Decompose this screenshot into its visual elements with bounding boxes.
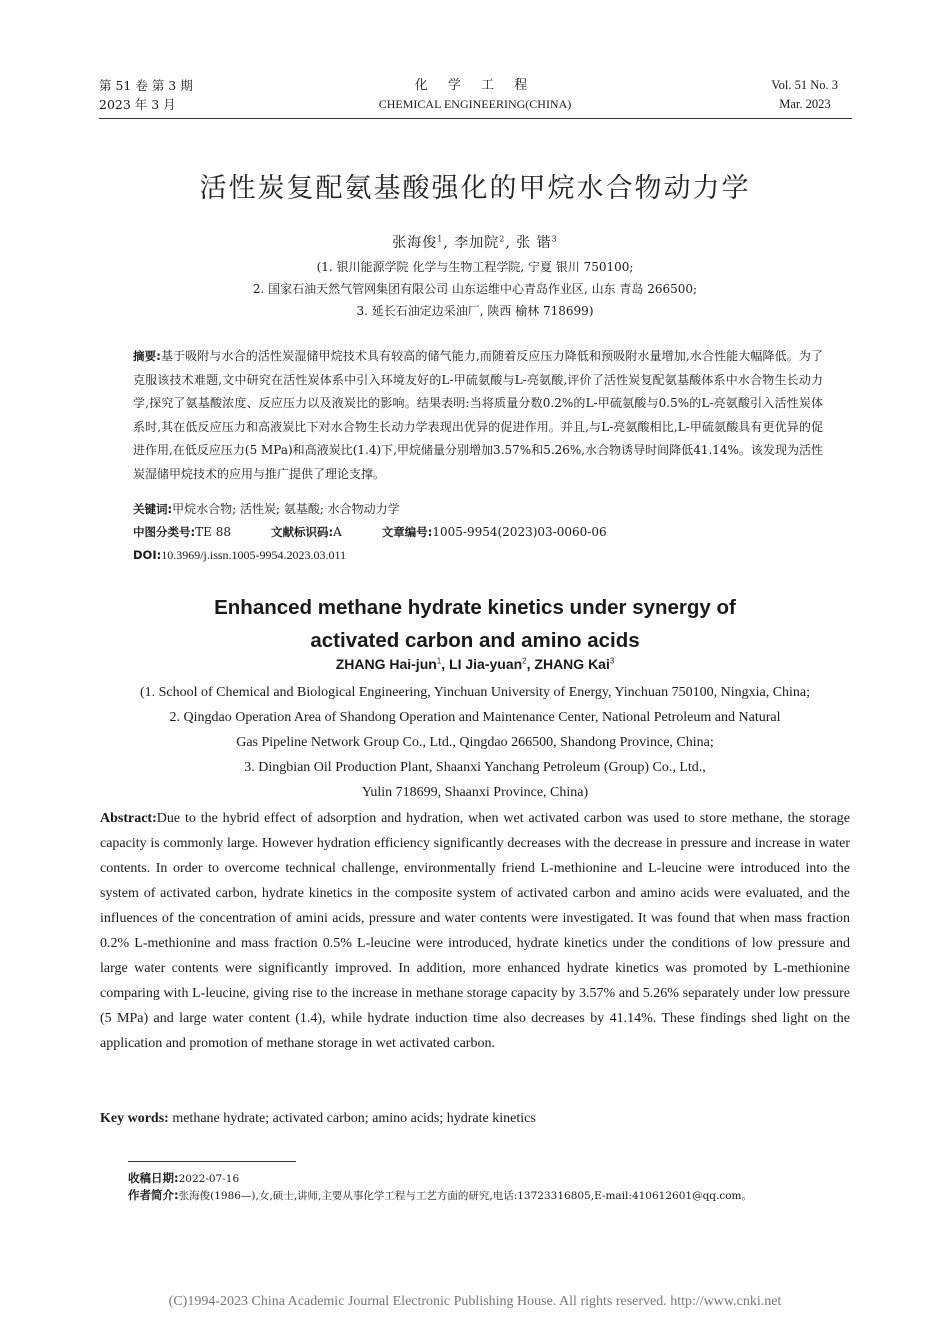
journal-title-cn: 化 学 工 程: [414, 78, 536, 93]
paper-title-en: [0, 591, 950, 657]
authors-en: ZHANG Hai-jun$^1$, LI Jia-yuan$^2$, ZHANG Kai$^3$: [335, 656, 615, 672]
author-name: 张 锴: [516, 235, 552, 251]
author-name: 张海俊: [392, 235, 438, 251]
volume-en: Vol. 51 No. 3: [771, 78, 838, 92]
footnote-divider: [128, 1161, 296, 1162]
affiliation-line: Yulin 718699, Shaanxi Province, China): [361, 785, 589, 800]
abstract-en: [100, 806, 850, 1056]
affiliation-line: (1. School of Chemical and Biological Engineering, Yinchuan University of Energy, Yinchuan 750100, Ningxia, China;: [139, 685, 811, 700]
date-en: Mar. 2023: [779, 97, 831, 111]
volume-cn: 第 51 卷 第 3 期: [99, 78, 193, 93]
keywords-cn-label: 关键词:: [133, 502, 173, 516]
date-cn: 2023 年 3 月: [99, 97, 176, 112]
author-sup: 3: [551, 234, 558, 244]
footnote-received: [128, 1170, 239, 1188]
doc-code-value: A: [333, 525, 342, 539]
author-bio-value: 张海俊(1986—),女,硕士,讲师,主要从事化学工程与工艺方面的研究,电话:13723316805,E-mail:410612601@qq.com。: [178, 1190, 753, 1202]
abstract-cn: [133, 345, 823, 486]
keywords-cn-text: 甲烷水合物; 活性炭; 氨基酸; 水合物动力学: [172, 502, 400, 516]
header-divider: [99, 118, 852, 119]
keywords-en: [100, 1106, 850, 1131]
affiliation-line: Gas Pipeline Network Group Co., Ltd., Qingdao 266500, Shandong Province, China;: [236, 735, 714, 750]
article-no-value: 1005-9954(2023)03-0060-06: [432, 525, 607, 539]
keywords-cn: [133, 498, 823, 522]
affiliations-en: [0, 680, 950, 805]
article-no-label: 文章编号:: [381, 525, 433, 539]
author-sup: 1: [436, 656, 442, 666]
author-name: 李加院: [454, 235, 500, 251]
abstract-en-text: Due to the hybrid effect of adsorption and hydration, when wet activated carbon was used to store methane, the storage capacity is commonly large. However hydration efficiency significantly decreases with the decrease in pressure and increase in water contents. In order to overcome technical challenge, environmentally friend L-methionine and L-leucine were introduced into the system of activated carbon, hydrate kinetics in the composite system of activated carbon and amino acids were evaluated, and the influences of the concentration of amini acids, pressure and water contents were investigated. It was found that when mass fraction 0.2% L-methionine and mass fraction 0.5% L-leucine were introduced, hydrate kinetics under the conditions of low pressure and large water contents were significantly improved. In addition, more enhanced hydrate kinetics was promoted by L-methionine comparing with L-leucine, giving rise to the increase in methane storage capacity by 3.57% and 5.26% separately under low pressure (5 MPa) and large water content (1.4), while hydrate induction time also decreases by 41.14%. These findings shed light on the application and promotion of methane storage in wet activated carbon.: [100, 811, 850, 1051]
affiliation-line: 2. Qingdao Operation Area of Shandong Operation and Maintenance Center, National Petroleum and Natural: [169, 710, 781, 725]
received-label: 收稿日期:: [128, 1171, 179, 1185]
affiliation-line: 3. Dingbian Oil Production Plant, Shaanxi Yanchang Petroleum (Group) Co., Ltd.,: [244, 760, 706, 775]
header-right: [771, 76, 838, 114]
author-sup: 2: [499, 234, 506, 244]
clc-value: TE 88: [195, 525, 231, 539]
doi-label: DOI:: [133, 548, 162, 562]
journal-title-en: CHEMICAL ENGINEERING(CHINA): [378, 97, 572, 111]
affiliation-line: (1. 银川能源学院 化学与生物工程学院, 宁夏 银川 750100;: [316, 260, 634, 274]
author-name: LI Jia-yuan: [449, 656, 523, 672]
author-sup: 1: [437, 234, 444, 244]
copyright-notice: (C)1994-2023 China Academic Journal Electronic Publishing House. All rights reserved. http://www.cnki.net: [168, 1294, 782, 1309]
doi-value[interactable]: 10.3969/j.issn.1005-9954.2023.03.011: [161, 548, 347, 562]
abstract-en-label: Abstract:: [100, 811, 157, 826]
doc-code-label: 文献标识码:: [270, 525, 334, 539]
authors-cn: 张海俊$^1$, 李加院$^2$, 张 锴$^3$: [392, 234, 558, 251]
footnote-author: [128, 1187, 752, 1205]
keywords-en-text: methane hydrate; activated carbon; amino acids; hydrate kinetics: [172, 1111, 536, 1126]
paper-title-cn: 活性炭复配氨基酸强化的甲烷水合物动力学: [199, 173, 751, 204]
affiliations-cn: [0, 256, 950, 322]
clc-label: 中图分类号:: [133, 525, 196, 539]
abstract-cn-text: 基于吸附与水合的活性炭湿储甲烷技术具有较高的储气能力,而随着反应压力降低和预吸附水量增加,水合性能大幅降低。为了克服该技术难题,文中研究在活性炭体系中引入环境友好的L-甲硫氨酸与L-亮氨酸,评价了活性炭复配氨基酸体系中水合物生长动力学,探究了氨基酸浓度、反应压力以及液炭比的影响。结果表明:当将质量分数0.2%的L-甲硫氨酸与0.5%的L-亮氨酸引入活性炭体系时,其在低反应压力和高液炭比下对水合物生长动力学表现出优异的促进作用。并且,与L-亮氨酸相比,L-甲硫氨酸具有更优异的促进作用,在低反应压力(5 MPa)和高液炭比(1.4)下,甲烷储量分别增加3.57%和5.26%,水合物诱导时间降低41.14%。该发现为活性炭湿储甲烷技术的应用与推广提供了理论支撑。: [133, 349, 823, 481]
author-sup: 2: [522, 656, 527, 666]
title-en-line: Enhanced methane hydrate kinetics under synergy of: [214, 596, 736, 619]
title-en-line: activated carbon and amino acids: [310, 629, 640, 652]
doi-line: [133, 544, 823, 568]
author-sup: 3: [609, 656, 615, 666]
author-name: ZHANG Kai: [534, 656, 610, 672]
abstract-cn-label: 摘要:: [133, 349, 161, 363]
affiliation-line: 2. 国家石油天然气管网集团有限公司 山东运维中心青岛作业区, 山东 青岛 266500;: [252, 282, 698, 296]
author-bio-label: 作者简介:: [128, 1188, 179, 1202]
received-value: 2022-07-16: [178, 1173, 240, 1185]
author-name: ZHANG Hai-jun: [335, 656, 437, 672]
affiliation-line: 3. 延长石油定边采油厂, 陕西 榆林 718699): [356, 304, 594, 318]
keywords-en-label: Key words:: [100, 1111, 169, 1126]
classification-line: [133, 521, 823, 545]
